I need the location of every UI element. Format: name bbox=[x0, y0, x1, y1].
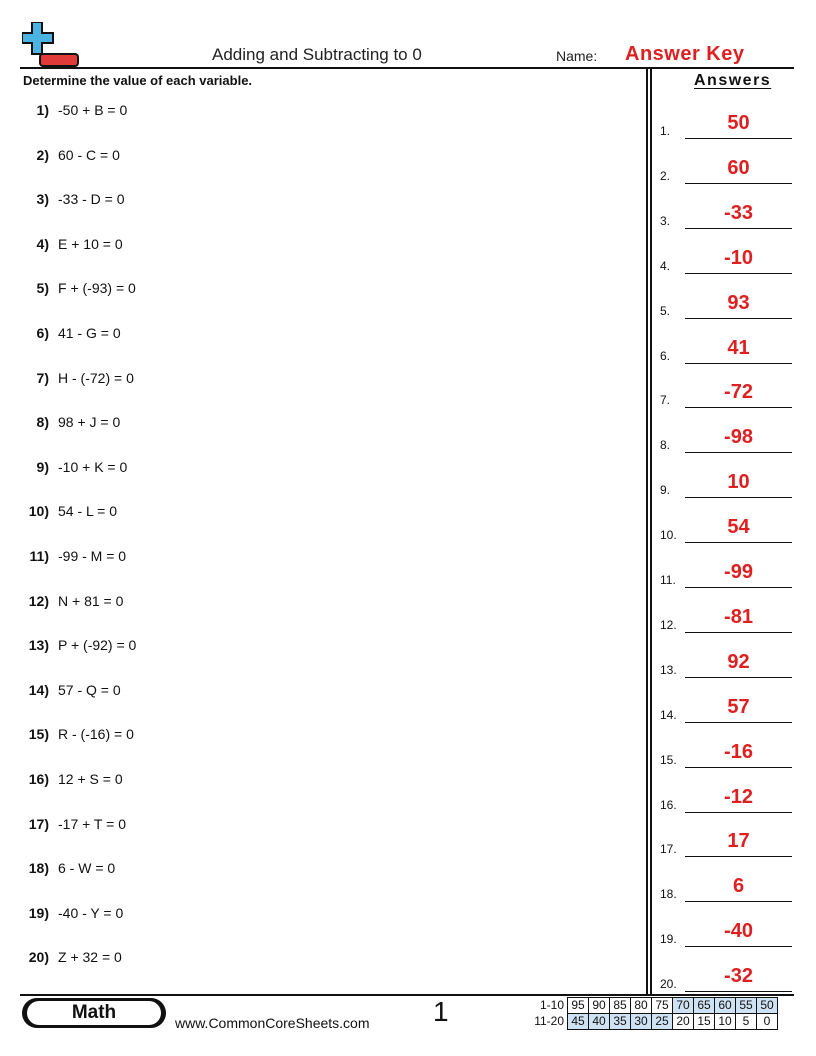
answer-value: 54 bbox=[727, 516, 750, 539]
answer-value: 57 bbox=[727, 695, 750, 718]
problem-number: 17) bbox=[28, 815, 49, 832]
answer-number: 2. bbox=[660, 168, 671, 183]
problem-item bbox=[0, 593, 640, 613]
problem-equation: R - (-16) = 0 bbox=[58, 726, 134, 743]
problem-item bbox=[0, 370, 640, 390]
answer-value: 50 bbox=[727, 112, 750, 134]
answer-item bbox=[660, 107, 794, 139]
problem-number: 9) bbox=[36, 458, 49, 475]
problem-equation: -10 + K = 0 bbox=[58, 458, 128, 475]
answer-value: -99 bbox=[724, 561, 753, 583]
answer-number: 10. bbox=[660, 528, 677, 543]
answer-number: 8. bbox=[660, 438, 671, 453]
score-cell: 10 bbox=[715, 1014, 736, 1030]
answer-item bbox=[660, 332, 794, 364]
score-cell: 35 bbox=[610, 1014, 631, 1030]
problem-number: 11) bbox=[29, 548, 49, 564]
problem-equation: 41 - G = 0 bbox=[58, 325, 121, 341]
answer-line bbox=[685, 812, 792, 813]
answer-item bbox=[660, 736, 794, 768]
score-cell: 80 bbox=[631, 998, 652, 1014]
problem-item bbox=[0, 325, 640, 345]
problem-item bbox=[0, 459, 640, 479]
subject-badge bbox=[22, 998, 166, 1028]
problem-item bbox=[0, 503, 640, 523]
answer-line bbox=[685, 542, 792, 543]
problem-item bbox=[0, 147, 640, 167]
problem-item bbox=[0, 191, 640, 211]
name-label: Name: bbox=[556, 48, 598, 64]
problem-item bbox=[0, 949, 640, 969]
answer-number: 19. bbox=[660, 932, 677, 947]
website-link[interactable]: www.CommonCoreSheets.com bbox=[175, 1015, 370, 1031]
score-cell: 30 bbox=[631, 1014, 652, 1030]
score-cell: 5 bbox=[736, 1014, 757, 1030]
answer-item bbox=[660, 646, 794, 678]
name-value: Answer Key bbox=[625, 43, 745, 65]
answer-line bbox=[685, 273, 792, 274]
footer-divider bbox=[20, 994, 794, 996]
header-divider bbox=[20, 67, 794, 69]
problem-number: 20) bbox=[28, 949, 49, 966]
answer-number: 17. bbox=[660, 842, 677, 857]
answer-number: 14. bbox=[660, 707, 677, 722]
problem-number: 2) bbox=[36, 146, 49, 163]
answer-number: 18. bbox=[660, 887, 677, 902]
answer-line bbox=[685, 767, 792, 768]
score-cell: 40 bbox=[589, 1014, 610, 1030]
problem-item bbox=[0, 102, 640, 122]
problem-number: 3) bbox=[36, 191, 49, 208]
problem-item bbox=[0, 726, 640, 746]
answer-number: 3. bbox=[660, 213, 671, 228]
score-row-label: 1-10 bbox=[539, 998, 564, 1012]
answer-item bbox=[660, 601, 794, 633]
score-cell: 50 bbox=[757, 998, 778, 1014]
problem-equation: 54 - L = 0 bbox=[58, 503, 118, 520]
answers-heading: Answers bbox=[694, 72, 772, 89]
score-cell: 65 bbox=[694, 998, 715, 1014]
answer-item bbox=[660, 197, 794, 229]
answer-number: 13. bbox=[660, 662, 677, 677]
answer-number: 15. bbox=[660, 752, 677, 767]
answer-value: 17 bbox=[727, 830, 750, 853]
column-divider bbox=[646, 69, 652, 994]
answer-line bbox=[685, 497, 792, 498]
score-cell: 95 bbox=[568, 998, 589, 1014]
answer-item bbox=[660, 825, 794, 857]
problem-equation: H - (-72) = 0 bbox=[58, 369, 134, 386]
answer-line bbox=[685, 722, 792, 723]
answer-value: 92 bbox=[727, 650, 750, 673]
answer-value: -72 bbox=[724, 381, 753, 404]
answer-line bbox=[685, 991, 792, 992]
problem-item bbox=[0, 548, 640, 568]
answer-item bbox=[660, 466, 794, 498]
answer-line bbox=[685, 856, 792, 857]
problem-equation: P + (-92) = 0 bbox=[58, 637, 137, 654]
answer-line bbox=[685, 587, 792, 588]
score-cell: 0 bbox=[757, 1014, 778, 1030]
score-cell: 75 bbox=[652, 998, 673, 1014]
answer-line bbox=[685, 363, 792, 364]
worksheet-title: Adding and Subtracting to 0 bbox=[212, 45, 422, 64]
problem-number: 12) bbox=[28, 592, 49, 609]
score-row bbox=[526, 1014, 778, 1030]
problem-number: 16) bbox=[28, 771, 49, 787]
answer-value: -40 bbox=[724, 920, 753, 943]
problem-equation: 60 - C = 0 bbox=[58, 146, 120, 163]
problem-number: 4) bbox=[36, 235, 49, 252]
problem-item bbox=[0, 771, 640, 791]
answer-value: -98 bbox=[724, 426, 753, 449]
problem-equation: 12 + S = 0 bbox=[58, 771, 123, 787]
answer-number: 12. bbox=[660, 617, 677, 632]
problem-item bbox=[0, 860, 640, 880]
answer-number: 6. bbox=[660, 348, 671, 363]
problem-item bbox=[0, 905, 640, 925]
score-cell: 15 bbox=[694, 1014, 715, 1030]
answer-number: 16. bbox=[660, 797, 677, 812]
answer-item bbox=[660, 376, 794, 408]
answer-line bbox=[685, 452, 792, 453]
problem-item bbox=[0, 682, 640, 702]
answer-number: 5. bbox=[660, 303, 671, 318]
problem-number: 19) bbox=[28, 904, 49, 921]
problem-item bbox=[0, 236, 640, 256]
answer-line bbox=[685, 901, 792, 902]
problem-item bbox=[0, 280, 640, 300]
answer-number: 20. bbox=[660, 977, 677, 992]
answer-value: 93 bbox=[727, 291, 750, 314]
score-table bbox=[526, 997, 778, 1030]
problem-number: 14) bbox=[28, 681, 49, 698]
problem-item bbox=[0, 637, 640, 657]
answer-number: 1. bbox=[660, 124, 671, 138]
problem-equation: -99 - M = 0 bbox=[58, 548, 127, 564]
score-cell: 60 bbox=[715, 998, 736, 1014]
answer-line bbox=[685, 318, 792, 319]
problem-number: 18) bbox=[28, 860, 49, 877]
answer-item bbox=[660, 287, 794, 319]
answer-item bbox=[660, 781, 794, 813]
problem-equation: -50 + B = 0 bbox=[58, 102, 128, 118]
page-number: 1 bbox=[433, 996, 449, 1027]
problem-number: 7) bbox=[36, 369, 49, 386]
answer-line bbox=[685, 946, 792, 947]
problem-number: 8) bbox=[36, 414, 49, 431]
problem-equation: F + (-93) = 0 bbox=[58, 280, 136, 297]
answer-value: -10 bbox=[724, 246, 753, 269]
score-cell: 90 bbox=[589, 998, 610, 1014]
problem-number: 1) bbox=[36, 102, 49, 118]
answer-value: -16 bbox=[724, 740, 753, 763]
score-cell: 70 bbox=[673, 998, 694, 1014]
problem-number: 6) bbox=[36, 325, 49, 341]
answer-item bbox=[660, 152, 794, 184]
score-cell: 85 bbox=[610, 998, 631, 1014]
problem-equation: Z + 32 = 0 bbox=[58, 949, 122, 966]
answer-number: 4. bbox=[660, 258, 671, 273]
problem-equation: 98 + J = 0 bbox=[58, 414, 121, 431]
score-cell: 55 bbox=[736, 998, 757, 1014]
answer-value: 6 bbox=[732, 875, 745, 898]
problem-item bbox=[0, 414, 640, 434]
answer-value: 41 bbox=[727, 336, 750, 359]
problem-number: 15) bbox=[28, 726, 49, 743]
answer-value: -81 bbox=[724, 605, 753, 628]
answer-item bbox=[660, 511, 794, 543]
problem-equation: 57 - Q = 0 bbox=[58, 681, 121, 698]
answer-line bbox=[685, 138, 792, 139]
answer-value: -33 bbox=[724, 201, 753, 224]
score-cell: 25 bbox=[652, 1014, 673, 1030]
answer-value: -32 bbox=[724, 965, 753, 988]
problem-equation: -40 - Y = 0 bbox=[58, 904, 124, 921]
answer-line bbox=[685, 632, 792, 633]
answer-item bbox=[660, 915, 794, 947]
answer-line bbox=[685, 183, 792, 184]
instructions: Determine the value of each variable. bbox=[23, 73, 253, 88]
problem-equation: N + 81 = 0 bbox=[58, 592, 124, 609]
answer-line bbox=[685, 407, 792, 408]
problem-equation: -33 - D = 0 bbox=[58, 191, 125, 208]
problem-equation: E + 10 = 0 bbox=[58, 235, 123, 252]
answer-value: 10 bbox=[727, 471, 750, 494]
score-cell: 20 bbox=[673, 1014, 694, 1030]
answer-number: 11. bbox=[660, 573, 676, 587]
answer-number: 9. bbox=[660, 483, 671, 498]
answer-line bbox=[685, 228, 792, 229]
answer-item bbox=[660, 242, 794, 274]
problem-equation: 6 - W = 0 bbox=[58, 860, 116, 877]
answer-number: 7. bbox=[660, 393, 671, 408]
answer-item bbox=[660, 556, 794, 588]
answer-item bbox=[660, 691, 794, 723]
score-row-label: 11-20 bbox=[534, 1014, 564, 1028]
answer-item bbox=[660, 960, 794, 992]
answer-value: 60 bbox=[727, 156, 750, 179]
answer-line bbox=[685, 677, 792, 678]
problem-item bbox=[0, 816, 640, 836]
answer-item bbox=[660, 870, 794, 902]
score-row bbox=[526, 998, 778, 1014]
problem-number: 5) bbox=[36, 280, 49, 297]
subject-label: Math bbox=[27, 1001, 161, 1025]
score-cell: 45 bbox=[568, 1014, 589, 1030]
answer-value: -12 bbox=[724, 785, 753, 808]
problem-number: 13) bbox=[28, 637, 49, 654]
problem-equation: -17 + T = 0 bbox=[58, 815, 126, 832]
plus-minus-logo-icon bbox=[22, 22, 80, 68]
problem-number: 10) bbox=[28, 503, 49, 520]
answer-item bbox=[660, 421, 794, 453]
